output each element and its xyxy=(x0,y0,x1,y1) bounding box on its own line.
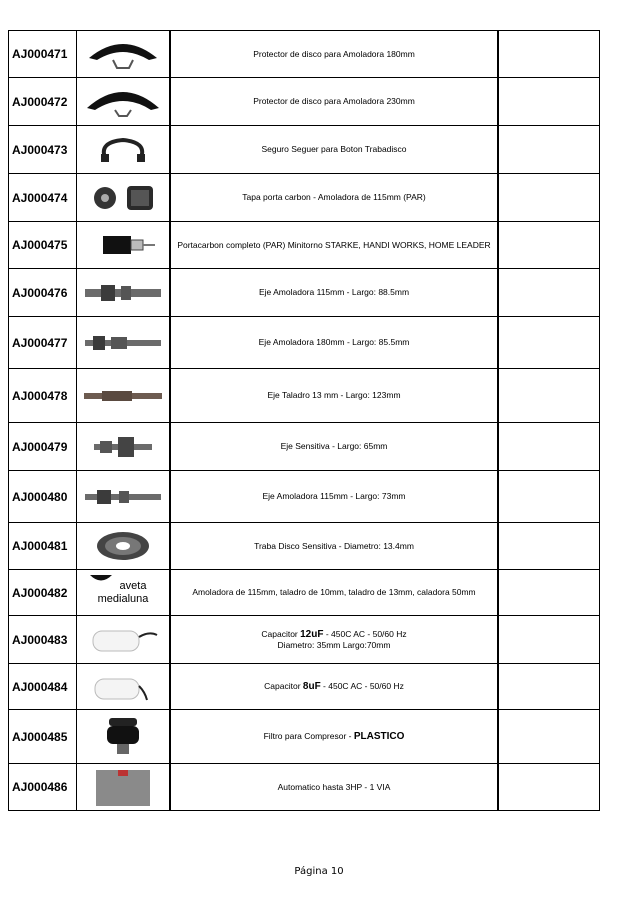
product-description: Tapa porta carbon - Amoladora de 115mm (PAR) xyxy=(170,174,498,222)
shaft-image xyxy=(77,369,171,423)
shaft-image xyxy=(77,471,171,523)
empty-cell xyxy=(498,222,600,269)
product-description: Protector de disco para Amoladora 230mm xyxy=(170,78,498,126)
product-description: Eje Amoladora 115mm - Largo: 73mm xyxy=(170,471,498,523)
product-code: AJ000484 xyxy=(9,664,77,710)
table-row xyxy=(9,78,600,126)
disc-guard-image xyxy=(77,31,171,78)
empty-cell xyxy=(498,31,600,78)
brush-cap-image xyxy=(77,174,171,222)
product-code: AJ000471 xyxy=(9,31,77,78)
product-description xyxy=(170,616,498,664)
empty-cell xyxy=(498,523,600,570)
product-description: Automatico hasta 3HP - 1 VIA xyxy=(170,764,498,811)
table-row xyxy=(9,523,600,570)
product-description: Portacarbon completo (PAR) Minitorno STARKE, HANDI WORKS, HOME LEADER xyxy=(170,222,498,269)
product-code: AJ000475 xyxy=(9,222,77,269)
product-code: AJ000472 xyxy=(9,78,77,126)
product-code: AJ000486 xyxy=(9,764,77,811)
empty-cell xyxy=(498,764,600,811)
disc-guard-image xyxy=(77,78,171,126)
empty-cell xyxy=(498,570,600,616)
desc-text: - 450C AC - 50/60 Hz xyxy=(323,628,407,639)
table-row xyxy=(9,664,600,710)
capacitor-image xyxy=(77,664,171,710)
product-code: AJ000477 xyxy=(9,317,77,369)
product-code: AJ000476 xyxy=(9,269,77,317)
image-caption: aveta xyxy=(119,579,147,592)
desc-bold: 12uF xyxy=(300,628,324,640)
empty-cell xyxy=(498,126,600,174)
product-description: Seguro Seguer para Boton Trabadisco xyxy=(170,126,498,174)
table-row xyxy=(9,710,600,764)
shaft-image xyxy=(77,269,171,317)
table-row xyxy=(9,126,600,174)
table-row xyxy=(9,174,600,222)
empty-cell xyxy=(498,616,600,664)
empty-cell xyxy=(498,78,600,126)
table-row xyxy=(9,570,600,616)
product-code: AJ000474 xyxy=(9,174,77,222)
table-row xyxy=(9,369,600,423)
empty-cell xyxy=(498,369,600,423)
product-description: Eje Taladro 13 mm - Largo: 123mm xyxy=(170,369,498,423)
pressure-switch-image xyxy=(77,764,171,811)
catalog-table xyxy=(8,30,600,811)
product-code: AJ000485 xyxy=(9,710,77,764)
product-code: AJ000473 xyxy=(9,126,77,174)
product-description: Protector de disco para Amoladora 180mm xyxy=(170,31,498,78)
product-code: AJ000480 xyxy=(9,471,77,523)
page-footer: Página 10 xyxy=(294,866,344,877)
desc-text: Filtro para Compresor - xyxy=(263,731,354,741)
empty-cell xyxy=(498,471,600,523)
table-row xyxy=(9,31,600,78)
key-image xyxy=(77,570,171,616)
table-row xyxy=(9,269,600,317)
empty-cell xyxy=(498,317,600,369)
table-row xyxy=(9,764,600,811)
empty-cell xyxy=(498,423,600,471)
image-caption: medialuna xyxy=(97,592,149,605)
shaft-image xyxy=(77,317,171,369)
product-description xyxy=(170,710,498,764)
product-description: Eje Amoladora 180mm - Largo: 85.5mm xyxy=(170,317,498,369)
desc-bold: PLASTICO xyxy=(353,731,405,742)
product-description: Traba Disco Sensitiva - Diametro: 13.4mm xyxy=(170,523,498,570)
table-row xyxy=(9,222,600,269)
product-description: Eje Amoladora 115mm - Largo: 88.5mm xyxy=(170,269,498,317)
desc-text: - 450C AC - 50/60 Hz xyxy=(320,681,404,691)
circlip-image xyxy=(77,126,171,174)
desc-text: Capacitor xyxy=(261,628,301,639)
product-code: AJ000482 xyxy=(9,570,77,616)
desc-bold: 8uF xyxy=(302,681,321,692)
filter-image xyxy=(77,710,171,764)
product-description xyxy=(170,664,498,710)
capacitor-image xyxy=(77,616,171,664)
shaft-image xyxy=(77,423,171,471)
empty-cell xyxy=(498,174,600,222)
product-code: AJ000478 xyxy=(9,369,77,423)
product-description: Amoladora de 115mm, taladro de 10mm, taladro de 13mm, caladora 50mm xyxy=(170,570,498,616)
empty-cell xyxy=(498,269,600,317)
empty-cell xyxy=(498,710,600,764)
table-row xyxy=(9,317,600,369)
brush-holder-image xyxy=(77,222,171,269)
product-code: AJ000483 xyxy=(9,616,77,664)
product-code: AJ000481 xyxy=(9,523,77,570)
table-row xyxy=(9,423,600,471)
table-row xyxy=(9,616,600,664)
desc-line2: Diametro: 35mm Largo:70mm xyxy=(277,639,391,650)
product-description: Eje Sensitiva - Largo: 65mm xyxy=(170,423,498,471)
product-code: AJ000479 xyxy=(9,423,77,471)
desc-text: Capacitor xyxy=(264,681,303,691)
table-row xyxy=(9,471,600,523)
lock-disc-image xyxy=(77,523,171,570)
empty-cell xyxy=(498,664,600,710)
